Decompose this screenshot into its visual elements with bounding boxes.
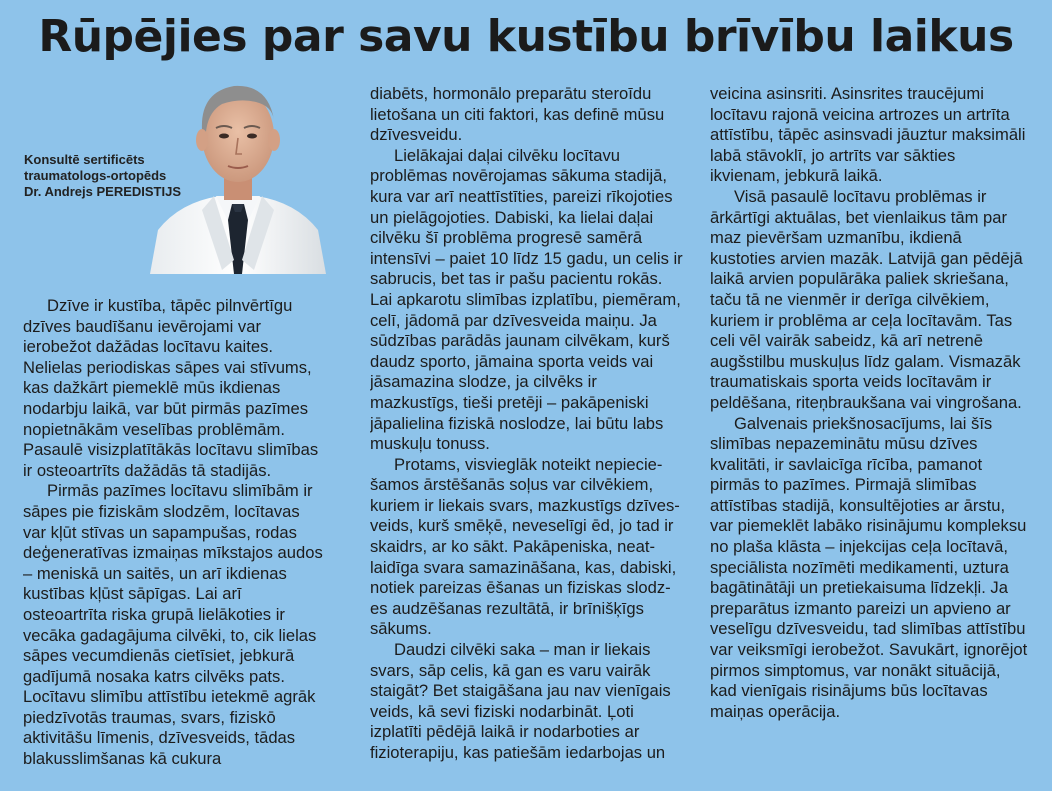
paragraph: Protams, visvieglāk noteikt nepiecie-šamos ārstēšanās soļus var cilvēkiem, kuriem ir liekais svars, mazkustīgs dzīves-veids, kurš smēķē, neveselīgi ēd, jo tad ir skaidrs, ar ko sākt. Pakāpeniska, neat-laidīga svara samazināšana, kas, dabiski, notiek pareizas ēšanas un fiziskas slodz-es audzēšanas rezultātā, ir brīnišķīgs sākums. [370,454,680,639]
article-column-2 [370,84,686,764]
article-headline: Rūpējies par savu kustību brīvību laikus [38,11,1014,62]
paragraph: Dzīve ir kustība, tāpēc pilnvērtīgu dzīves baudīšanu ievērojami var ierobežot dažādas locītavu kaites. Nelielas periodiskas sāpes vai stīvums, kas dažkārt piemeklē mūs ikdienas nodarbju laikā, var būt pirmās pazīmes nopietnākām veselības problēmām. Pasaulē visizplatītākās locītavu slimības ir osteoartrīts dažādās tā stadijās. [23,296,319,480]
paragraph: veicina asinsriti. Asinsrites traucējumi locītavu rajonā veicina artrozes un artrīta attīstību, tāpēc asinsvadi jāuztur maksimāli labā stāvoklī, jo artrīts var sākties ikvienam, jebkurā laikā. [710,84,1026,186]
paragraph: Pirmās pazīmes locītavu slimībām ir sāpes pie fiziskām slodzēm, locītavas var kļūt stīvas un sapampušas, rodas deģeneratīvas izmaiņas mīkstajos audos – meniskā un saitēs, un arī ikdienas kustības kļūst sāpīgas. Lai arī osteoartrīta riska grupā lielākoties ir vecāka gadagājuma cilvēki, to, cik lielas sāpes vecumdienās cietīsiet, jebkurā gadījumā nosaka katrs cilvēks pats. Locītavu slimību attīstību ietekmē agrāk piedzīvotās traumas, svars, fiziskō aktivitāšu līmenis, dzīvesveids, tādas blakusslimšanas kā cukura [23,481,323,769]
author-name: Dr. Andrejs PEREDISTIJS [24,184,182,199]
paragraph: Lielākajai daļai cilvēku locītavu problēmas novērojamas sākuma stadijā, kura var arī neattīstīties, pareizi rīkojoties un pielāgojoties. Dabiski, ka lielai daļai cilvēku šī problēma progresē samērā intensīvi – paiet 10 līdz 15 gadu, un celis ir sabrucis, bet tas ir pašu pacientu rokās. Lai apkarotu slimības izplatību, piemēram, celī, jādomā par dzīvesveida maiņu. Ja sūdzības parādās jaunam cilvēkam, kurš daudz sporto, jāmaina sporta veids vai jāsamazina slodze, ja cilvēks ir mazkustīgs, tieši pretēji – pakāpeniski jāpalielina fiziskā noslodze, lai būtu labs muskuļu tonuss. [370,145,683,454]
paragraph: diabēts, hormonālo preparātu steroīdu lietošana un citi faktori, kas definē mūsu dzīvesveidu. [370,84,665,145]
paragraph: Visā pasaulē locītavu problēmas ir ārkārtīgi aktuālas, bet vienlaikus tām par maz pievēršam uzmanību, ikdienā kustoties arvien mazāk. Latvijā gan pēdējā laikā arvien populārāka paliek skriešana, taču tā ne vienmēr ir derīga cilvēkiem, kuriem ir problēma ar ceļa locītavām. Tas celi vēl vairāk sabeidz, kā arī netrenē augšstilbu muskuļus līdz galam. Vismazāk traumatiskais sporta veids locītavām ir peldēšana, riteņbraukšana vai vingrošana. [710,186,1023,412]
author-line-2: traumatologs-ortopēds [24,168,167,183]
author-line-1: Konsultē sertificēts [24,152,145,167]
paragraph: Galvenais priekšnosacījums, lai šīs slimības nepazeminātu mūsu dzīves kvalitāti, ir savlaicīga rīcība, pamanot pirmās to pazīmes. Pirmajā slimības attīstības stadijā, konsultējoties ar ārstu, var piemeklēt labāko risinājumu kompleksu no plaša klāsta – injekcijas ceļa locītavā, speciālista nozīmēti medikamenti, uztura bagātinātāji un pretiekaisuma līdzekļi. Ja preparātus izmanto pareizi un apvieno ar veselīgu dzīvesveidu, tad slimības attīstību var veiksmīgi ierobežot. Savukārt, ignorējot pirmos simptomus, var nonākt situācijā, kad vienīgais risinājums būs locītavas maiņas operācija. [710,413,1028,721]
article-column-1 [23,296,323,770]
paragraph: Daudzi cilvēki saka – man ir liekais svars, sāp celis, kā gan es varu vairāk staigāt? Bet staigāšana jau nav vienīgais veids, kā sevi fiziski nodarbināt. Ļoti izplatīti pēdējā laikā ir nodarboties ar fizioterapiju, kas patiešām iedarbojas un [370,640,671,762]
article-column-3 [710,84,1028,722]
author-caption [24,152,181,200]
